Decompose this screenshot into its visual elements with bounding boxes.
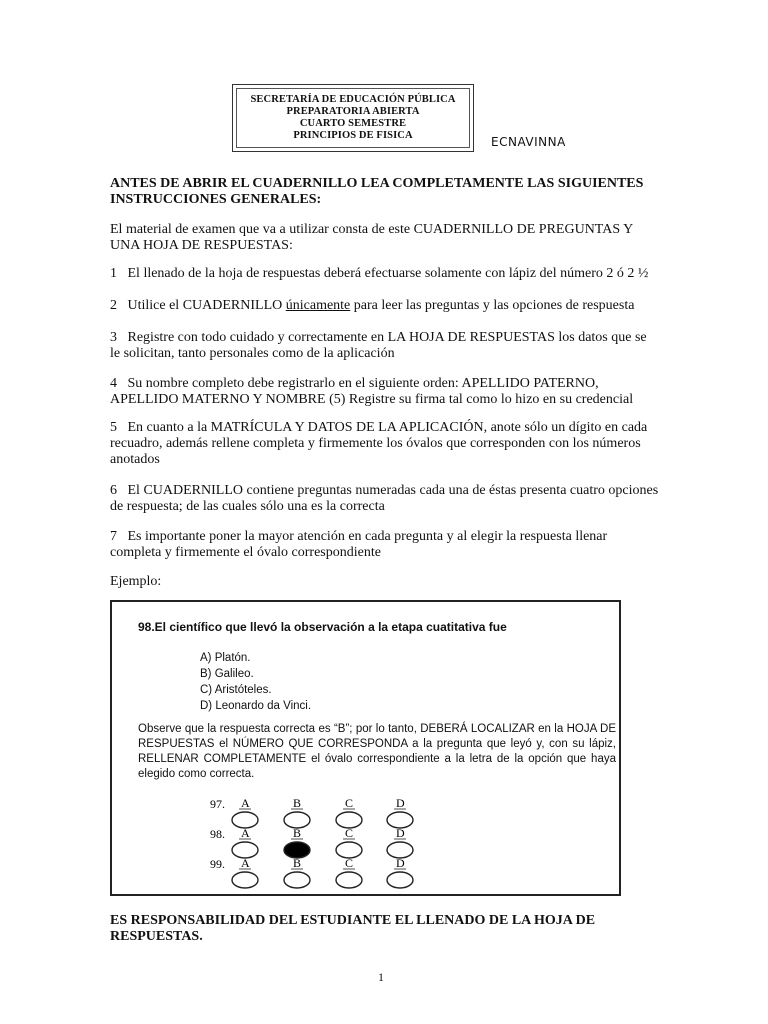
instruction-number: 7	[110, 529, 117, 544]
answer-letter-d: D	[396, 856, 405, 870]
answer-row-number: 97.	[210, 797, 225, 811]
instruction-text: El llenado de la hoja de respuestas deberá efectuarse solamente con lápiz del número 2 ó 2 ½	[127, 266, 649, 281]
instructions-heading: ANTES DE ABRIR EL CUADERNILLO LEA COMPLETAMENTE LAS SIGUIENTES INSTRUCCIONES GENERALES:	[110, 176, 644, 207]
answer-bubble	[336, 872, 362, 888]
answer-bubble	[232, 872, 258, 888]
option-a: A) Platón.	[200, 652, 251, 664]
example-explanation: Observe que la respuesta correcta es “B”; por lo tanto, DEBERÁ LOCALIZAR en la HOJA DE RESPUESTAS el NÚMERO QUE CORRESPONDA a la pregunta que leyó y, con su lápiz, RELLENAR COMPLETAMENTE el óvalo correspondiente a la letra de la opción que haya elegido como correcta.	[138, 723, 616, 780]
answer-letter-c: C	[345, 856, 354, 870]
answer-letter-a: A	[241, 826, 250, 840]
answer-letter-c: C	[345, 796, 354, 810]
answer-letter-a: A	[241, 796, 250, 810]
answer-letter-d: D	[396, 796, 405, 810]
answer-letter-c: C	[345, 826, 354, 840]
material-paragraph: El material de examen que va a utilizar consta de este CUADERNILLO DE PREGUNTAS Y UNA HOJA DE RESPUESTAS:	[110, 222, 633, 253]
instruction-text: Es importante poner la mayor atención en cada pregunta y al elegir la respuesta llenar completa y firmemente el óvalo correspondiente	[110, 529, 608, 560]
instruction-number: 2	[110, 298, 117, 313]
instruction-7	[110, 529, 660, 561]
instruction-emphasis: únicamente	[285, 298, 351, 313]
answer-row-number: 99.	[210, 857, 225, 871]
header-line-2: PREPARATORIA ABIERTA	[286, 106, 420, 117]
example-box	[110, 600, 621, 896]
answer-row-number: 98.	[210, 827, 225, 841]
example-label: Ejemplo:	[110, 574, 162, 589]
instruction-text-pre: Utilice el CUADERNILLO	[127, 298, 286, 313]
instruction-3	[110, 330, 660, 362]
instruction-text-post: para leer las preguntas y las opciones de respuesta	[350, 298, 635, 313]
instruction-number: 3	[110, 330, 117, 345]
exam-code: ECNAVINNA	[491, 135, 566, 149]
answer-letter-b: B	[293, 856, 302, 870]
instruction-number: 5	[110, 420, 117, 435]
instruction-text: Registre con todo cuidado y correctamente en LA HOJA DE RESPUESTAS los datos que se le solicitan, tanto personales como de la aplicación	[110, 330, 647, 361]
instruction-number: 1	[110, 266, 117, 281]
instruction-2	[110, 298, 660, 314]
answer-letter-b: B	[293, 826, 302, 840]
instruction-text: Su nombre completo debe registrarlo en el siguiente orden: APELLIDO PATERNO, APELLIDO MATERNO Y NOMBRE (5) Registre su firma tal como lo hizo en su credencial	[110, 376, 634, 407]
example-question: 98.El científico que llevó la observación a la etapa cuatitativa fue	[138, 620, 507, 634]
instruction-text: El CUADERNILLO contiene preguntas numeradas cada una de éstas presenta cuatro opciones de respuesta; de las cuales sólo una es la correcta	[110, 483, 659, 514]
header-line-4: PRINCIPIOS DE FISICA	[293, 130, 413, 141]
answer-letter-d: D	[396, 826, 405, 840]
option-d: D) Leonardo da Vinci.	[200, 700, 312, 712]
header-box	[232, 84, 474, 152]
header-inner	[236, 88, 470, 148]
instruction-6	[110, 483, 660, 515]
option-c: C) Aristóteles.	[200, 684, 272, 696]
answer-bubble	[284, 872, 310, 888]
header-line-1: SECRETARÍA DE EDUCACIÓN PÚBLICA	[250, 94, 456, 105]
instruction-4	[110, 376, 660, 408]
instruction-5	[110, 420, 660, 468]
answer-grid	[112, 602, 619, 894]
instruction-number: 4	[110, 376, 117, 391]
option-b: B) Galileo.	[200, 668, 254, 680]
responsibility-note: ES RESPONSABILIDAD DEL ESTUDIANTE EL LLENADO DE LA HOJA DE RESPUESTAS.	[110, 913, 596, 944]
page-number: 1	[378, 970, 384, 984]
header-line-3: CUARTO SEMESTRE	[299, 118, 407, 129]
answer-letter-a: A	[241, 856, 250, 870]
instruction-number: 6	[110, 483, 117, 498]
answer-letter-b: B	[293, 796, 302, 810]
instruction-1	[110, 266, 660, 282]
answer-bubble	[387, 872, 413, 888]
instruction-text: En cuanto a la MATRÍCULA Y DATOS DE LA APLICACIÓN, anote sólo un dígito en cada recuadro, además rellene completa y firmemente los óvalos que corresponden con los números anotados	[110, 420, 648, 467]
